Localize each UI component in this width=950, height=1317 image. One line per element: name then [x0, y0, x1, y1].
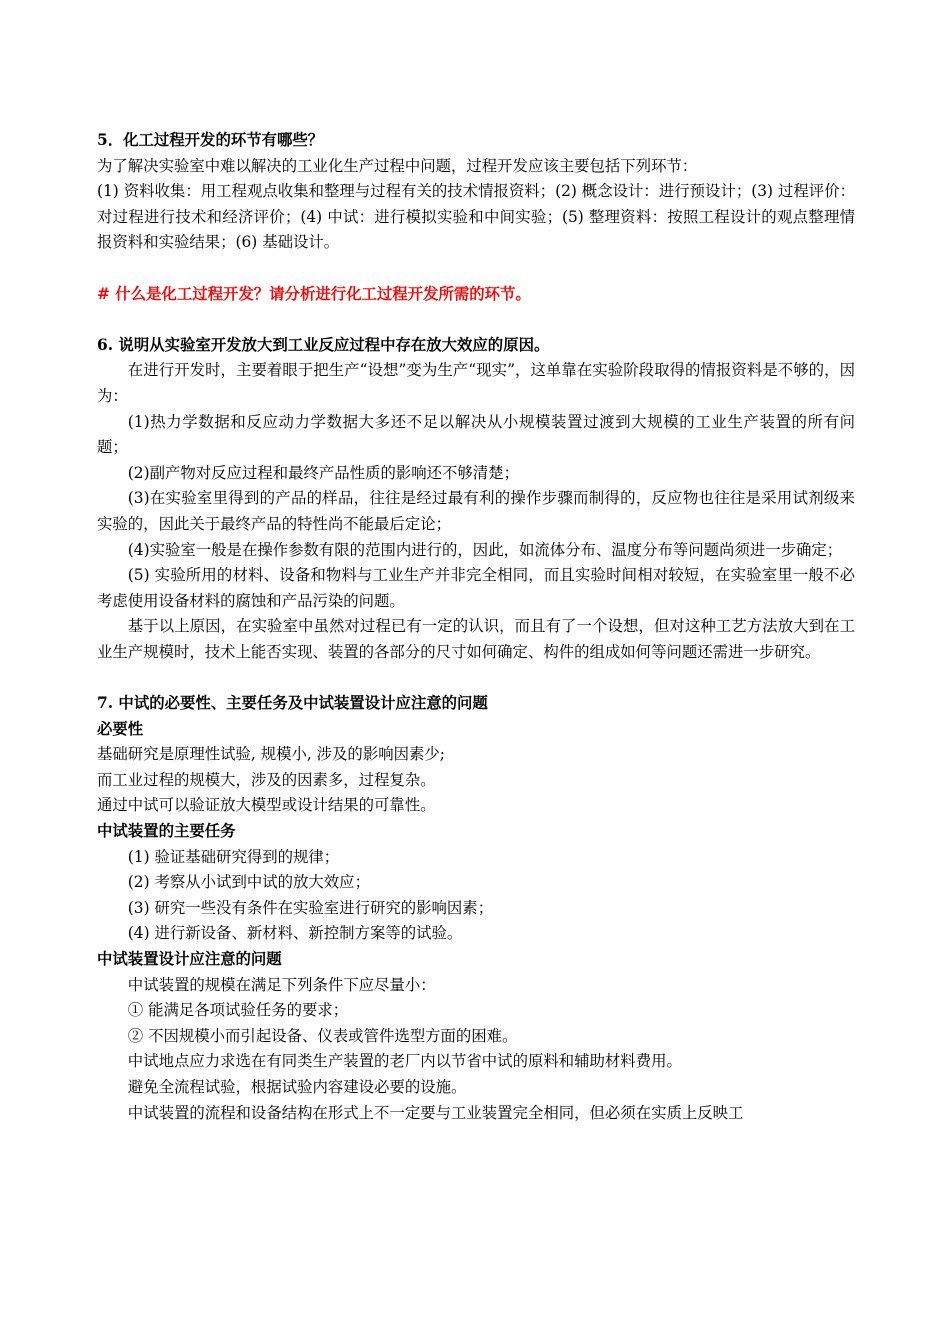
spacer [97, 665, 855, 691]
q7-design-line: 中试地点应力求选在有同类生产装置的老厂内以节省中试的原料和辅助材料费用。 [127, 1052, 682, 1071]
q7-design-line: 中试装置的规模在满足下列条件下应尽量小： [127, 975, 436, 994]
q7-necessity-line: 基础研究是原理性试验, 规模小, 涉及的影响因素少; [97, 745, 445, 764]
q6-item-5: (5) 实验所用的材料、设备和物料与工业生产并非完全相同，而且实验时间相对较短，在实验室里一般不必考虑使用设备材料的腐蚀和产品污染的问题。 [97, 566, 855, 610]
q7-task-line: (3) 研究一些没有条件在实验室进行研究的影响因素； [127, 898, 494, 917]
q7-necessity-line: 而工业过程的规模大，涉及的因素多，过程复杂。 [97, 770, 436, 789]
q7-necessity-heading: 必要性 [97, 719, 144, 738]
q7-design-line: 中试装置的流程和设备结构在形式上不一定要与工业装置完全相同，但必须在实质上反映工 [127, 1103, 744, 1122]
q7-design-line: ② 不因规模小而引起设备、仪表或管件选型方面的困难。 [127, 1026, 518, 1045]
highlight-note: # 什么是化工过程开发？请分析进行化工过程开发所需的环节。 [97, 284, 531, 303]
q7-design-line: ① 能满足各项试验任务的要求； [127, 1001, 349, 1020]
q5-intro: 为了解决实验室中难以解决的工业化生产过程中问题，过程开发应该主要包括下列环节： [97, 156, 698, 175]
spacer [97, 256, 855, 282]
q7-task-line: (4) 进行新设备、新材料、新控制方案等的试验。 [127, 924, 463, 943]
q7-title: 7. 中试的必要性、主要任务及中试装置设计应注意的问题 [97, 694, 488, 713]
q6-item-3: (3)在实验室里得到的产品的样品，往往是经过最有利的操作步骤而制得的，反应物也往往是采用试剂级来实验的，因此关于最终产品的特性尚不能最后定论； [97, 489, 855, 533]
spacer [97, 307, 855, 333]
q7-task-line: (1) 验证基础研究得到的规律； [127, 847, 340, 866]
q6-item-2: (2)副产物对反应过程和最终产品性质的影响还不够清楚； [127, 463, 519, 482]
q6-conclusion: 基于以上原因，在实验室中虽然对过程已有一定的认识，而且有了一个设想，但对这种工艺方法放大到在工业生产规模时，技术上能否实现、装置的各部分的尺寸如何确定、构件的组成如何等问题还需进一步研究。 [97, 617, 855, 661]
q7-design-heading: 中试装置设计应注意的问题 [97, 950, 282, 968]
q6-intro: 在进行开发时，主要着眼于把生产“设想”变为生产“现实”，这单靠在实验阶段取得的情报资料是不够的，因为： [97, 361, 855, 405]
q7-design-line: 避免全流程试验，根据试验内容建设必要的设施。 [127, 1077, 467, 1096]
q6-item-4: (4)实验室一般是在操作参数有限的范围内进行的，因此，如流体分布、温度分布等问题尚须进一步确定； [127, 540, 843, 559]
q5-title: 5．化工过程开发的环节有哪些？ [97, 131, 324, 149]
q7-necessity-line: 通过中试可以验证放大模型或设计结果的可靠性。 [97, 796, 436, 815]
q6-title: 6. 说明从实验室开发放大到工业反应过程中存在放大效应的原因。 [97, 335, 550, 354]
q7-task-line: (2) 考察从小试到中试的放大效应； [127, 873, 370, 892]
q7-tasks-heading: 中试装置的主要任务 [97, 822, 236, 841]
document-page [97, 128, 855, 1126]
q6-item-1: (1)热力学数据和反应动力学数据大多还不足以解决从小规模装置过渡到大规模的工业生产装置的所有问题； [97, 412, 855, 457]
q5-body: (1) 资料收集：用工程观点收集和整理与过程有关的技术情报资料；(2) 概念设计：进行预设计；(3) 过程评价：对过程进行技术和经济评价；(4) 中试：进行模拟实验和中间实验；(5) 整理资料：按照工程设计的观点整理情报资料和实验结果；(6) 基础设计。 [97, 182, 855, 252]
